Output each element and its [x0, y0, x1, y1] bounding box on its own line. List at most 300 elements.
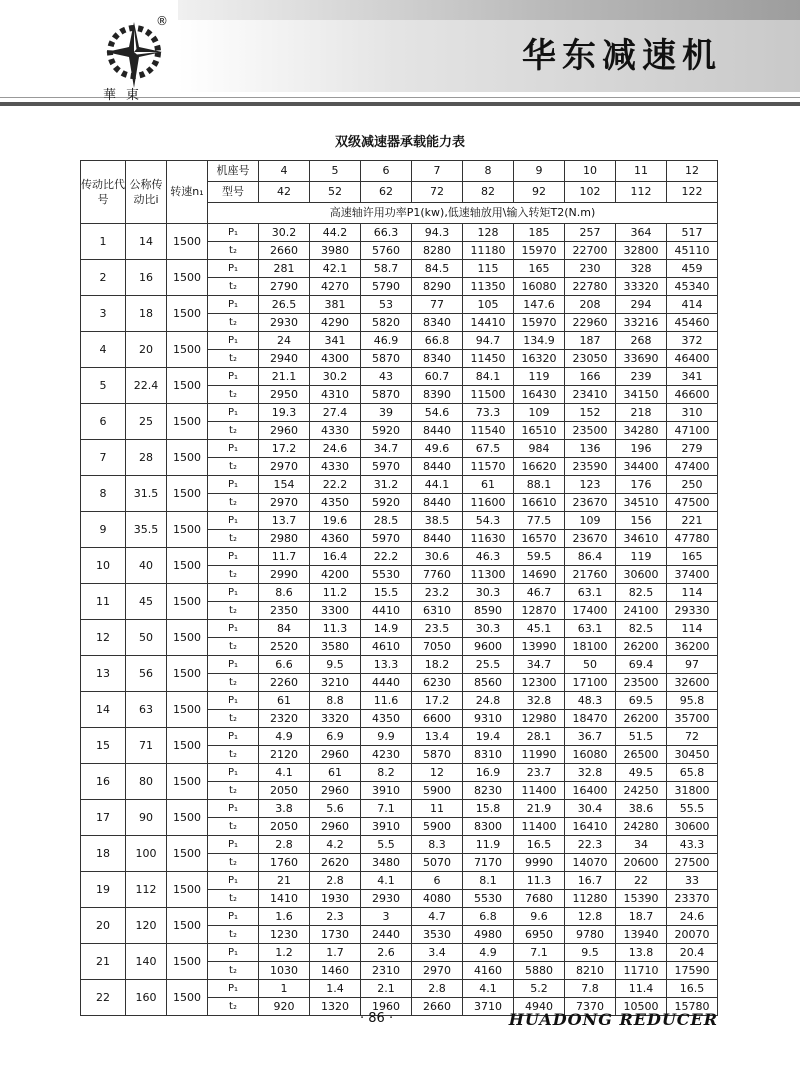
- torque-cell: 2960: [259, 422, 310, 440]
- torque-cell: 4080: [412, 890, 463, 908]
- torque-cell: 45340: [667, 278, 718, 296]
- torque-cell: 33216: [616, 314, 667, 332]
- torque-cell: 34510: [616, 494, 667, 512]
- speed-cell: 1500: [167, 404, 208, 440]
- torque-cell: 26200: [616, 638, 667, 656]
- model-cell: 102: [565, 182, 616, 203]
- torque-cell: 4270: [310, 278, 361, 296]
- ratio-code-cell: 21: [81, 944, 126, 980]
- power-cell: 24: [259, 332, 310, 350]
- speed-cell: 1500: [167, 368, 208, 404]
- power-cell: 21.1: [259, 368, 310, 386]
- power-cell: 24.6: [667, 908, 718, 926]
- torque-cell: 6600: [412, 710, 463, 728]
- power-cell: 66.8: [412, 332, 463, 350]
- capacity-table: [80, 160, 718, 1016]
- torque-cell: 14690: [514, 566, 565, 584]
- power-cell: 59.5: [514, 548, 565, 566]
- torque-cell: 4230: [361, 746, 412, 764]
- torque-cell: 4330: [310, 422, 361, 440]
- power-cell: 73.3: [463, 404, 514, 422]
- power-cell: 12: [412, 764, 463, 782]
- torque-cell: 16080: [565, 746, 616, 764]
- torque-cell: 3980: [310, 242, 361, 260]
- torque-cell: 2980: [259, 530, 310, 548]
- torque-cell: 46600: [667, 386, 718, 404]
- torque-cell: 4330: [310, 458, 361, 476]
- power-cell: 34.7: [514, 656, 565, 674]
- model-cell: 52: [310, 182, 361, 203]
- power-cell: 66.3: [361, 224, 412, 242]
- power-cell: 196: [616, 440, 667, 458]
- power-cell: 187: [565, 332, 616, 350]
- power-cell: 84: [259, 620, 310, 638]
- power-cell: 4.9: [463, 944, 514, 962]
- power-cell: 154: [259, 476, 310, 494]
- p1-label: P₁: [208, 512, 259, 530]
- p1-label: P₁: [208, 548, 259, 566]
- power-cell: 18.2: [412, 656, 463, 674]
- power-cell: 28.5: [361, 512, 412, 530]
- power-cell: 1.6: [259, 908, 310, 926]
- power-cell: 31.2: [361, 476, 412, 494]
- torque-cell: 8590: [463, 602, 514, 620]
- torque-cell: 30600: [616, 566, 667, 584]
- torque-cell: 26200: [616, 710, 667, 728]
- speed-cell: 1500: [167, 224, 208, 260]
- torque-cell: 8440: [412, 458, 463, 476]
- torque-cell: 30600: [667, 818, 718, 836]
- torque-cell: 2120: [259, 746, 310, 764]
- p1-label: P₁: [208, 908, 259, 926]
- p1-label: P₁: [208, 872, 259, 890]
- torque-cell: 11400: [514, 782, 565, 800]
- power-cell: 136: [565, 440, 616, 458]
- power-cell: 48.3: [565, 692, 616, 710]
- nominal-ratio-cell: 28: [126, 440, 167, 476]
- torque-cell: 5970: [361, 458, 412, 476]
- power-cell: 984: [514, 440, 565, 458]
- frame-cell: 5: [310, 161, 361, 182]
- torque-cell: 12300: [514, 674, 565, 692]
- power-cell: 8.3: [412, 836, 463, 854]
- frame-cell: 4: [259, 161, 310, 182]
- power-cell: 33: [667, 872, 718, 890]
- power-cell: 11: [412, 800, 463, 818]
- p1-label: P₁: [208, 296, 259, 314]
- power-cell: 7.8: [565, 980, 616, 998]
- torque-cell: 4290: [310, 314, 361, 332]
- torque-cell: 37400: [667, 566, 718, 584]
- power-cell: 34: [616, 836, 667, 854]
- torque-cell: 47100: [667, 422, 718, 440]
- power-cell: 9.9: [361, 728, 412, 746]
- torque-cell: 4350: [361, 710, 412, 728]
- torque-cell: 12870: [514, 602, 565, 620]
- power-cell: 414: [667, 296, 718, 314]
- power-cell: 152: [565, 404, 616, 422]
- power-cell: 69.4: [616, 656, 667, 674]
- torque-cell: 1960: [361, 998, 412, 1016]
- nominal-ratio-header: 公称传动比i: [126, 161, 167, 224]
- torque-cell: 9780: [565, 926, 616, 944]
- t2-label: t₂: [208, 998, 259, 1016]
- power-cell: 16.7: [565, 872, 616, 890]
- power-cell: 19.4: [463, 728, 514, 746]
- power-cell: 11.3: [514, 872, 565, 890]
- power-cell: 230: [565, 260, 616, 278]
- torque-cell: 32800: [616, 242, 667, 260]
- t2-label: t₂: [208, 638, 259, 656]
- torque-cell: 12980: [514, 710, 565, 728]
- torque-cell: 5870: [412, 746, 463, 764]
- torque-cell: 5970: [361, 530, 412, 548]
- torque-cell: 1320: [310, 998, 361, 1016]
- p1-label: P₁: [208, 224, 259, 242]
- frame-cell: 10: [565, 161, 616, 182]
- speed-cell: 1500: [167, 944, 208, 980]
- table-row: [81, 368, 718, 386]
- frame-cell: 12: [667, 161, 718, 182]
- power-cell: 39: [361, 404, 412, 422]
- ratio-code-cell: 5: [81, 368, 126, 404]
- nominal-ratio-cell: 40: [126, 548, 167, 584]
- power-cell: 1.7: [310, 944, 361, 962]
- table-row: [81, 764, 718, 782]
- t2-label: t₂: [208, 278, 259, 296]
- t2-label: t₂: [208, 422, 259, 440]
- table-row: [81, 800, 718, 818]
- frame-cell: 6: [361, 161, 412, 182]
- torque-cell: 14070: [565, 854, 616, 872]
- torque-cell: 920: [259, 998, 310, 1016]
- ratio-code-cell: 10: [81, 548, 126, 584]
- table-row: [81, 440, 718, 458]
- torque-cell: 23590: [565, 458, 616, 476]
- power-cell: 9.5: [565, 944, 616, 962]
- power-cell: 49.6: [412, 440, 463, 458]
- power-cell: 63.1: [565, 620, 616, 638]
- power-cell: 2.8: [259, 836, 310, 854]
- torque-cell: 29330: [667, 602, 718, 620]
- torque-cell: 8340: [412, 314, 463, 332]
- power-cell: 6.8: [463, 908, 514, 926]
- torque-cell: 2990: [259, 566, 310, 584]
- torque-cell: 11300: [463, 566, 514, 584]
- table-row: [81, 584, 718, 602]
- power-cell: 11.6: [361, 692, 412, 710]
- t2-label: t₂: [208, 530, 259, 548]
- power-cell: 15.8: [463, 800, 514, 818]
- speed-cell: 1500: [167, 476, 208, 512]
- nominal-ratio-cell: 18: [126, 296, 167, 332]
- t2-label: t₂: [208, 494, 259, 512]
- t2-label: t₂: [208, 602, 259, 620]
- power-cell: 11.3: [310, 620, 361, 638]
- torque-cell: 8440: [412, 530, 463, 548]
- t2-label: t₂: [208, 746, 259, 764]
- torque-cell: 24250: [616, 782, 667, 800]
- nominal-ratio-cell: 14: [126, 224, 167, 260]
- power-cell: 38.6: [616, 800, 667, 818]
- speed-cell: 1500: [167, 872, 208, 908]
- torque-cell: 23050: [565, 350, 616, 368]
- power-cell: 43.3: [667, 836, 718, 854]
- torque-cell: 2960: [310, 746, 361, 764]
- power-cell: 54.6: [412, 404, 463, 422]
- torque-cell: 2960: [310, 818, 361, 836]
- nominal-ratio-cell: 71: [126, 728, 167, 764]
- torque-cell: 8290: [412, 278, 463, 296]
- power-cell: 20.4: [667, 944, 718, 962]
- power-cell: 3.8: [259, 800, 310, 818]
- power-cell: 27.4: [310, 404, 361, 422]
- power-cell: 23.2: [412, 584, 463, 602]
- power-cell: 6.9: [310, 728, 361, 746]
- torque-cell: 5530: [463, 890, 514, 908]
- ratio-code-cell: 8: [81, 476, 126, 512]
- power-cell: 2.3: [310, 908, 361, 926]
- power-cell: 51.5: [616, 728, 667, 746]
- power-cell: 28.1: [514, 728, 565, 746]
- torque-cell: 26500: [616, 746, 667, 764]
- torque-cell: 35700: [667, 710, 718, 728]
- torque-cell: 46400: [667, 350, 718, 368]
- torque-cell: 5920: [361, 494, 412, 512]
- torque-cell: 5790: [361, 278, 412, 296]
- nominal-ratio-cell: 160: [126, 980, 167, 1016]
- power-cell: 82.5: [616, 584, 667, 602]
- torque-cell: 11180: [463, 242, 514, 260]
- p1-label: P₁: [208, 764, 259, 782]
- torque-cell: 2790: [259, 278, 310, 296]
- torque-cell: 22780: [565, 278, 616, 296]
- power-cell: 459: [667, 260, 718, 278]
- torque-cell: 8310: [463, 746, 514, 764]
- speed-cell: 1500: [167, 296, 208, 332]
- speed-cell: 1500: [167, 584, 208, 620]
- power-cell: 82.5: [616, 620, 667, 638]
- torque-cell: 8300: [463, 818, 514, 836]
- torque-cell: 3910: [361, 782, 412, 800]
- model-cell: 72: [412, 182, 463, 203]
- torque-cell: 2940: [259, 350, 310, 368]
- power-cell: 8.1: [463, 872, 514, 890]
- torque-cell: 6310: [412, 602, 463, 620]
- ratio-code-cell: 9: [81, 512, 126, 548]
- power-cell: 45.1: [514, 620, 565, 638]
- torque-cell: 20600: [616, 854, 667, 872]
- torque-cell: 8560: [463, 674, 514, 692]
- p1-label: P₁: [208, 332, 259, 350]
- nominal-ratio-cell: 20: [126, 332, 167, 368]
- torque-cell: 13990: [514, 638, 565, 656]
- p1-label: P₁: [208, 440, 259, 458]
- power-cell: 176: [616, 476, 667, 494]
- power-cell: 1.4: [310, 980, 361, 998]
- table-row: [81, 908, 718, 926]
- power-cell: 517: [667, 224, 718, 242]
- torque-cell: 24280: [616, 818, 667, 836]
- t2-label: t₂: [208, 818, 259, 836]
- torque-cell: 3320: [310, 710, 361, 728]
- frame-cell: 8: [463, 161, 514, 182]
- power-cell: 9.6: [514, 908, 565, 926]
- p1-label: P₁: [208, 944, 259, 962]
- ratio-code-cell: 13: [81, 656, 126, 692]
- frame-cell: 7: [412, 161, 463, 182]
- torque-cell: 16620: [514, 458, 565, 476]
- power-cell: 114: [667, 584, 718, 602]
- torque-cell: 4360: [310, 530, 361, 548]
- torque-cell: 30450: [667, 746, 718, 764]
- p1-label: P₁: [208, 476, 259, 494]
- torque-cell: 5900: [412, 782, 463, 800]
- t2-label: t₂: [208, 890, 259, 908]
- power-cell: 11.7: [259, 548, 310, 566]
- table-subheader: 高速轴许用功率P1(kw),低速轴放用\输入转矩T2(N.m): [208, 203, 718, 224]
- t2-label: t₂: [208, 710, 259, 728]
- nominal-ratio-cell: 120: [126, 908, 167, 944]
- torque-cell: 1230: [259, 926, 310, 944]
- ratio-code-cell: 16: [81, 764, 126, 800]
- torque-cell: 15780: [667, 998, 718, 1016]
- torque-cell: 31800: [667, 782, 718, 800]
- torque-cell: 3530: [412, 926, 463, 944]
- power-cell: 13.7: [259, 512, 310, 530]
- torque-cell: 17100: [565, 674, 616, 692]
- torque-cell: 2660: [412, 998, 463, 1016]
- power-cell: 2.8: [310, 872, 361, 890]
- power-cell: 310: [667, 404, 718, 422]
- power-cell: 55.5: [667, 800, 718, 818]
- power-cell: 42.1: [310, 260, 361, 278]
- t2-label: t₂: [208, 314, 259, 332]
- power-cell: 94.7: [463, 332, 514, 350]
- torque-cell: 7370: [565, 998, 616, 1016]
- torque-cell: 2930: [361, 890, 412, 908]
- speed-header: 转速n₁: [167, 161, 208, 224]
- power-cell: 77: [412, 296, 463, 314]
- power-cell: 165: [667, 548, 718, 566]
- torque-cell: 4940: [514, 998, 565, 1016]
- torque-cell: 11350: [463, 278, 514, 296]
- nominal-ratio-cell: 45: [126, 584, 167, 620]
- torque-cell: 3910: [361, 818, 412, 836]
- header-row-frame: [81, 161, 718, 182]
- torque-cell: 8340: [412, 350, 463, 368]
- power-cell: 119: [616, 548, 667, 566]
- torque-cell: 5820: [361, 314, 412, 332]
- speed-cell: 1500: [167, 980, 208, 1016]
- torque-cell: 2050: [259, 782, 310, 800]
- power-cell: 22.2: [310, 476, 361, 494]
- p1-label: P₁: [208, 836, 259, 854]
- power-cell: 67.5: [463, 440, 514, 458]
- power-cell: 46.3: [463, 548, 514, 566]
- power-cell: 11.2: [310, 584, 361, 602]
- power-cell: 239: [616, 368, 667, 386]
- torque-cell: 2520: [259, 638, 310, 656]
- table-row: [81, 512, 718, 530]
- torque-cell: 17590: [667, 962, 718, 980]
- torque-cell: 11990: [514, 746, 565, 764]
- power-cell: 268: [616, 332, 667, 350]
- power-cell: 30.6: [412, 548, 463, 566]
- logo-characters: 華東: [103, 88, 150, 103]
- power-cell: 26.5: [259, 296, 310, 314]
- power-cell: 22.2: [361, 548, 412, 566]
- power-cell: 13.4: [412, 728, 463, 746]
- power-cell: 4.1: [361, 872, 412, 890]
- torque-cell: 21760: [565, 566, 616, 584]
- power-cell: 38.5: [412, 512, 463, 530]
- nominal-ratio-cell: 112: [126, 872, 167, 908]
- power-cell: 7.1: [361, 800, 412, 818]
- torque-cell: 2260: [259, 674, 310, 692]
- t2-label: t₂: [208, 350, 259, 368]
- torque-cell: 3480: [361, 854, 412, 872]
- power-cell: 2.8: [412, 980, 463, 998]
- speed-cell: 1500: [167, 836, 208, 872]
- p1-label: P₁: [208, 404, 259, 422]
- power-cell: 19.6: [310, 512, 361, 530]
- power-cell: 46.9: [361, 332, 412, 350]
- nominal-ratio-cell: 22.4: [126, 368, 167, 404]
- torque-cell: 16410: [565, 818, 616, 836]
- torque-cell: 2320: [259, 710, 310, 728]
- torque-cell: 1030: [259, 962, 310, 980]
- torque-cell: 7680: [514, 890, 565, 908]
- p1-label: P₁: [208, 584, 259, 602]
- torque-cell: 2050: [259, 818, 310, 836]
- ratio-code-cell: 20: [81, 908, 126, 944]
- torque-cell: 11710: [616, 962, 667, 980]
- power-cell: 5.6: [310, 800, 361, 818]
- torque-cell: 1730: [310, 926, 361, 944]
- torque-cell: 9990: [514, 854, 565, 872]
- power-cell: 17.2: [412, 692, 463, 710]
- power-cell: 372: [667, 332, 718, 350]
- ratio-code-cell: 15: [81, 728, 126, 764]
- torque-cell: 8390: [412, 386, 463, 404]
- torque-cell: 2950: [259, 386, 310, 404]
- power-cell: 341: [667, 368, 718, 386]
- power-cell: 63.1: [565, 584, 616, 602]
- page-header: [0, 0, 800, 106]
- torque-cell: 11630: [463, 530, 514, 548]
- nominal-ratio-cell: 100: [126, 836, 167, 872]
- power-cell: 114: [667, 620, 718, 638]
- torque-cell: 3210: [310, 674, 361, 692]
- torque-cell: 23500: [616, 674, 667, 692]
- model-cell: 82: [463, 182, 514, 203]
- power-cell: 2.1: [361, 980, 412, 998]
- torque-cell: 3710: [463, 998, 514, 1016]
- power-cell: 5.5: [361, 836, 412, 854]
- torque-cell: 3300: [310, 602, 361, 620]
- power-cell: 134.9: [514, 332, 565, 350]
- power-cell: 7.1: [514, 944, 565, 962]
- ratio-code-cell: 2: [81, 260, 126, 296]
- torque-cell: 1460: [310, 962, 361, 980]
- power-cell: 36.7: [565, 728, 616, 746]
- torque-cell: 2970: [259, 458, 310, 476]
- torque-cell: 4410: [361, 602, 412, 620]
- table-row: [81, 836, 718, 854]
- table-row: [81, 224, 718, 242]
- power-cell: 4.2: [310, 836, 361, 854]
